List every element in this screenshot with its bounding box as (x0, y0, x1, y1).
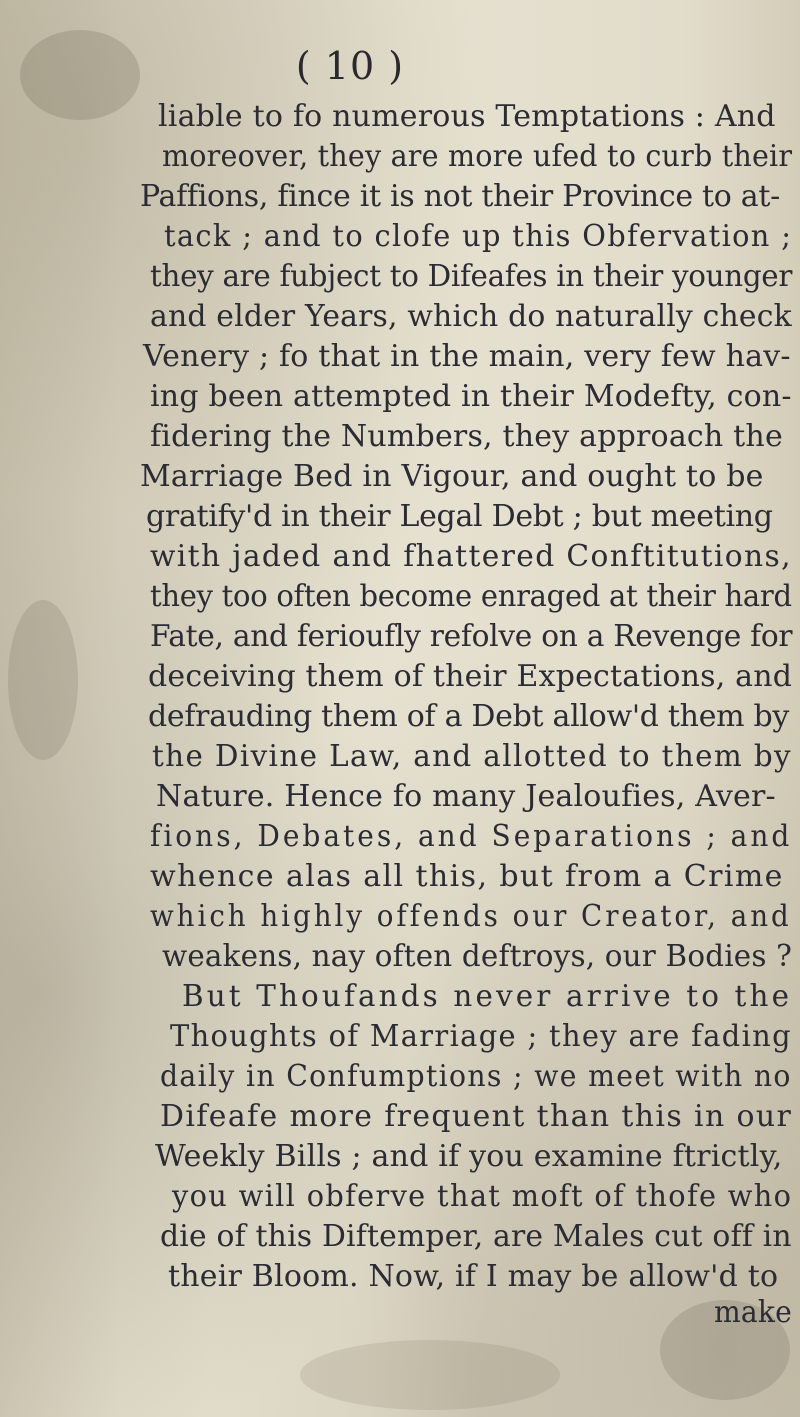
text-line: defrauding them of a Debt allow'd them by (148, 699, 790, 734)
text-line: the Divine Law, and allotted to them by (152, 739, 792, 774)
text-line: and elder Years, which do naturally check (150, 299, 792, 334)
text-line: liable to fo numerous Temptations : And (158, 99, 776, 134)
text-line: Marriage Bed in Vigour, and ought to be (140, 459, 764, 494)
text-line: which highly offends our Creator, and (150, 899, 792, 934)
text-line: Paffions, fince it is not their Province to at- (140, 179, 780, 214)
page-number: ( 10 ) (295, 44, 405, 88)
text-line: Fate, and ferioufly refolve on a Revenge for (150, 619, 793, 654)
text-line: with jaded and fhattered Conftitutions, (150, 539, 792, 574)
text-line: Venery ; fo that in the main, very few hav- (143, 339, 791, 374)
page-stain (8, 600, 78, 760)
text-line: their Bloom. Now, if I may be allow'd to (168, 1259, 779, 1294)
text-line: you will obferve that moft of thofe who (172, 1179, 793, 1214)
text-line: whence alas all this, but from a Crime (150, 859, 784, 894)
text-line: they too often become enraged at their hard (150, 579, 792, 614)
text-line: fions, Debates, and Separations ; and (150, 819, 793, 854)
text-line: die of this Diftemper, are Males cut off in (160, 1219, 792, 1254)
text-line: Nature. Hence fo many Jealoufies, Aver- (156, 779, 776, 814)
catchword: make (714, 1295, 793, 1330)
text-line: Difeafe more frequent than this in our (160, 1099, 793, 1134)
text-line: ing been attempted in their Modefty, con- (150, 379, 792, 414)
text-line: gratify'd in their Legal Debt ; but meeting (146, 499, 773, 534)
text-line: weakens, nay often deftroys, our Bodies ? (162, 939, 793, 974)
text-line: deceiving them of their Expectations, and (148, 659, 793, 694)
text-line: tack ; and to clofe up this Obfervation ; (164, 219, 793, 254)
text-line: fidering the Numbers, they approach the (150, 419, 783, 454)
text-line: they are fubject to Difeafes in their younger (150, 259, 793, 294)
text-line: daily in Confumptions ; we meet with no (160, 1059, 792, 1094)
page-stain (300, 1340, 560, 1410)
text-line: But Thoufands never arrive to the (182, 979, 793, 1014)
text-line: Weekly Bills ; and if you examine ftrictly, (155, 1139, 783, 1174)
text-line: moreover, they are more ufed to curb their (162, 139, 793, 174)
text-line: Thoughts of Marriage ; they are fading (170, 1019, 792, 1054)
